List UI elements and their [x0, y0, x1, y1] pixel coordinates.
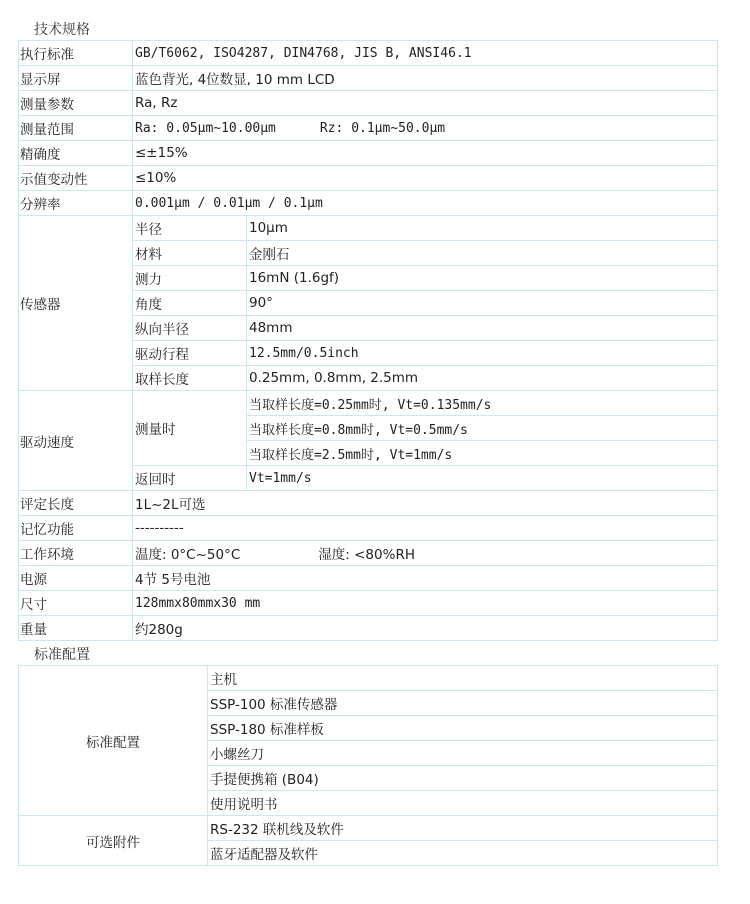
config-item: 使用说明书 [208, 791, 718, 816]
table-row [19, 41, 718, 66]
row-value [133, 541, 718, 566]
spec-section-title: 技术规格 [34, 22, 90, 38]
row-value: Ra, Rz [133, 91, 718, 116]
row-label: 测量范围 [19, 116, 133, 141]
sensor-item-value: 90° [247, 291, 718, 316]
sensor-item-value: 0.25mm, 0.8mm, 2.5mm [247, 366, 718, 391]
range-rz: Rz: 0.1μm~50.0μm [319, 120, 446, 136]
row-label: 电源 [19, 566, 133, 591]
row-value: 蓝色背光, 4位数显, 10 mm LCD [133, 66, 718, 91]
row-value [133, 116, 718, 141]
drive-measuring-value: 当取样长度=0.25mm时, Vt=0.135mm/s [247, 391, 718, 416]
drive-measuring-value: 当取样长度=2.5mm时, Vt=1mm/s [247, 441, 718, 466]
row-value: ---------- [133, 516, 718, 541]
table-row [19, 566, 718, 591]
table-row [19, 491, 718, 516]
env-temperature: 温度: 0°C~50°C [135, 547, 241, 563]
sensor-item-value: 48mm [247, 316, 718, 341]
sensor-item-name: 测力 [133, 266, 247, 291]
sensor-item-name: 取样长度 [133, 366, 247, 391]
config-item: 蓝牙适配器及软件 [208, 841, 718, 866]
row-label: 分辨率 [19, 191, 133, 216]
table-row [19, 391, 718, 416]
row-value: 128mmx80mmx30 mm [133, 591, 718, 616]
drive-return-label: 返回时 [133, 466, 247, 491]
sensor-item-name: 角度 [133, 291, 247, 316]
row-value: ≤10% [133, 166, 718, 191]
sensor-label: 传感器 [19, 216, 133, 391]
sensor-item-name: 纵向半径 [133, 316, 247, 341]
table-row [19, 116, 718, 141]
table-row [19, 591, 718, 616]
sensor-item-name: 材料 [133, 241, 247, 266]
drive-measuring-label: 测量时 [133, 391, 247, 466]
table-row [19, 516, 718, 541]
range-ra: Ra: 0.05μm~10.00μm [135, 120, 276, 136]
table-row [19, 91, 718, 116]
table-row [19, 191, 718, 216]
sensor-item-value: 12.5mm/0.5inch [247, 341, 718, 366]
row-label: 工作环境 [19, 541, 133, 566]
row-label: 示值变动性 [19, 166, 133, 191]
row-value: 约280g [133, 616, 718, 641]
sensor-item-value: 16mN (1.6gf) [247, 266, 718, 291]
row-label: 测量参数 [19, 91, 133, 116]
row-value: 1L~2L可选 [133, 491, 718, 516]
table-row [19, 141, 718, 166]
drive-speed-label: 驱动速度 [19, 391, 133, 491]
row-label: 重量 [19, 616, 133, 641]
sensor-item-name: 驱动行程 [133, 341, 247, 366]
row-label: 评定长度 [19, 491, 133, 516]
config-optional-label: 可选附件 [19, 816, 208, 866]
drive-measuring-value: 当取样长度=0.8mm时, Vt=0.5mm/s [247, 416, 718, 441]
config-standard-label: 标准配置 [19, 666, 208, 816]
row-label: 记忆功能 [19, 516, 133, 541]
row-label: 执行标准 [19, 41, 133, 66]
table-row [19, 666, 718, 691]
row-label: 尺寸 [19, 591, 133, 616]
row-value: ≤±15% [133, 141, 718, 166]
env-humidity: 湿度: <80%RH [318, 547, 415, 563]
table-row [19, 216, 718, 241]
config-section-title: 标准配置 [34, 647, 90, 663]
config-item: RS-232 联机线及软件 [208, 816, 718, 841]
table-row [19, 66, 718, 91]
table-row [19, 816, 718, 841]
row-value: 0.001μm / 0.01μm / 0.1μm [133, 191, 718, 216]
drive-return-value: Vt=1mm/s [247, 466, 718, 491]
table-row [19, 166, 718, 191]
row-value: GB/T6062, ISO4287, DIN4768, JIS B, ANSI46.1 [133, 41, 718, 66]
table-row [19, 541, 718, 566]
sensor-item-name: 半径 [133, 216, 247, 241]
table-row [19, 616, 718, 641]
row-label: 精确度 [19, 141, 133, 166]
config-item: SSP-180 标准样板 [208, 716, 718, 741]
spec-table [18, 40, 718, 641]
config-item: 主机 [208, 666, 718, 691]
row-label: 显示屏 [19, 66, 133, 91]
row-value: 4节 5号电池 [133, 566, 718, 591]
config-item: 小螺丝刀 [208, 741, 718, 766]
config-item: SSP-100 标准传感器 [208, 691, 718, 716]
config-table [18, 665, 718, 866]
sensor-item-value: 10μm [247, 216, 718, 241]
sensor-item-value: 金刚石 [247, 241, 718, 266]
config-item: 手提便携箱 (B04) [208, 766, 718, 791]
